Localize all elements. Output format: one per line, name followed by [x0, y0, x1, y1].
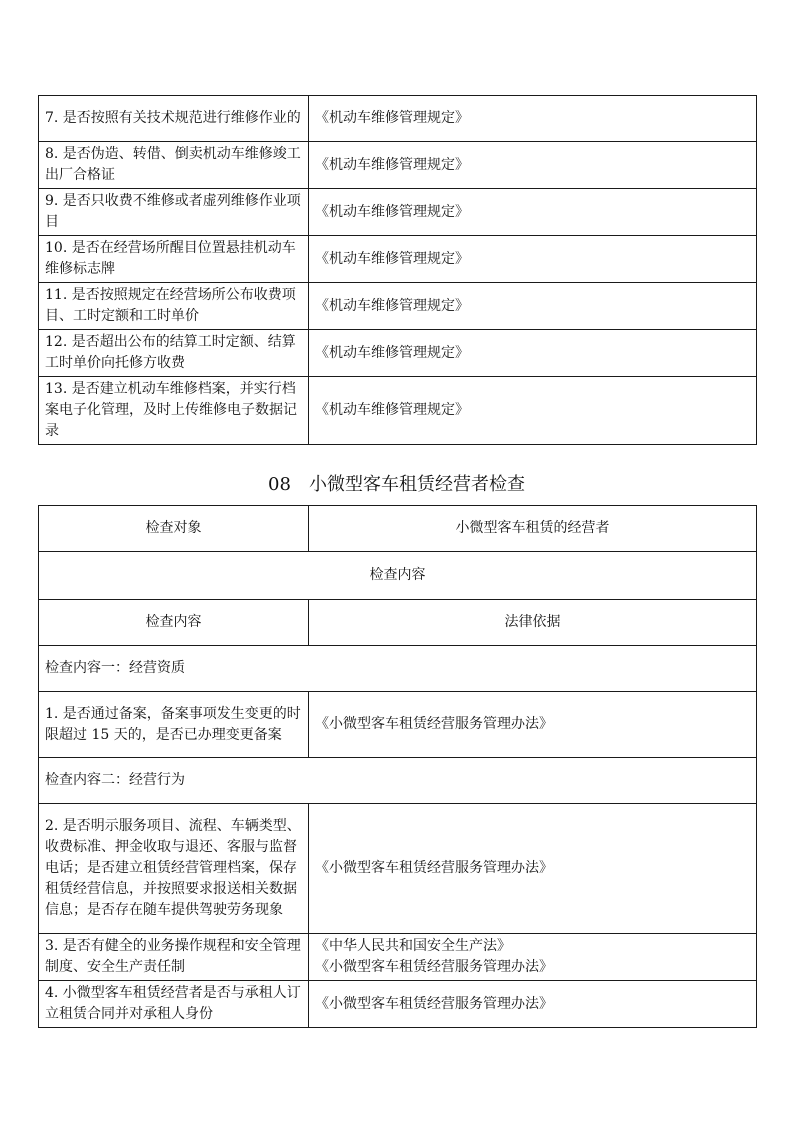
check-item: 2. 是否明示服务项目、流程、车辆类型、收费标准、押金收取与退还、客服与监督电话；是否建立租赁经营管理档案，保存租赁经营信息，并按照要求报送相关数据信息；是否存在随车提供驾驶劳务现象	[39, 804, 309, 934]
table-row	[39, 330, 757, 377]
check-item: 9. 是否只收费不维修或者虚列维修作业项目	[39, 189, 309, 236]
group-row	[39, 646, 757, 692]
legal-basis: 《机动车维修管理规定》	[309, 283, 757, 330]
legal-basis	[309, 934, 757, 981]
check-item: 10. 是否在经营场所醒目位置悬挂机动车维修标志牌	[39, 236, 309, 283]
group-label: 检查内容一：经营资质	[39, 646, 757, 692]
section-number: 08	[268, 474, 291, 495]
legal-basis-line: 《小微型客车租赁经营服务管理办法》	[315, 959, 553, 975]
group-label: 检查内容二：经营行为	[39, 758, 757, 804]
column-header-basis: 法律依据	[309, 600, 757, 646]
check-item: 3. 是否有健全的业务操作规程和安全管理制度、安全生产责任制	[39, 934, 309, 981]
check-item: 11. 是否按照规定在经营场所公布收费项目、工时定额和工时单价	[39, 283, 309, 330]
legal-basis: 《机动车维修管理规定》	[309, 330, 757, 377]
table-row	[39, 804, 757, 934]
legal-basis: 《机动车维修管理规定》	[309, 377, 757, 445]
table-row	[39, 283, 757, 330]
maintenance-inspection-table	[38, 95, 757, 445]
content-header-row	[39, 552, 757, 600]
table-row	[39, 189, 757, 236]
section-title-text: 小微型客车租赁经营者检查	[308, 474, 525, 495]
legal-basis: 《小微型客车租赁经营服务管理办法》	[309, 981, 757, 1028]
check-item: 8. 是否伪造、转借、倒卖机动车维修竣工出厂合格证	[39, 142, 309, 189]
table-row	[39, 934, 757, 981]
column-header-content: 检查内容	[39, 600, 309, 646]
inspection-object-row	[39, 506, 757, 552]
check-item: 12. 是否超出公布的结算工时定额、结算工时单价向托修方收费	[39, 330, 309, 377]
column-header-row	[39, 600, 757, 646]
legal-basis: 《机动车维修管理规定》	[309, 96, 757, 142]
table-row	[39, 236, 757, 283]
check-item: 1. 是否通过备案，备案事项发生变更的时限超过 15 天的，是否已办理变更备案	[39, 692, 309, 758]
table-row	[39, 692, 757, 758]
section-title	[0, 472, 793, 498]
content-header: 检查内容	[39, 552, 757, 600]
legal-basis: 《机动车维修管理规定》	[309, 142, 757, 189]
table-row	[39, 377, 757, 445]
check-item: 13. 是否建立机动车维修档案，并实行档案电子化管理，及时上传维修电子数据记录	[39, 377, 309, 445]
legal-basis: 《小微型客车租赁经营服务管理办法》	[309, 692, 757, 758]
legal-basis: 《机动车维修管理规定》	[309, 236, 757, 283]
check-item: 4. 小微型客车租赁经营者是否与承租人订立租赁合同并对承租人身份	[39, 981, 309, 1028]
car-rental-inspection-table	[38, 505, 757, 1028]
legal-basis-line: 《中华人民共和国安全生产法》	[315, 938, 511, 954]
table-row	[39, 96, 757, 142]
inspection-object-value: 小微型客车租赁的经营者	[309, 506, 757, 552]
legal-basis: 《小微型客车租赁经营服务管理办法》	[309, 804, 757, 934]
legal-basis: 《机动车维修管理规定》	[309, 189, 757, 236]
table-row	[39, 142, 757, 189]
check-item: 7. 是否按照有关技术规范进行维修作业的	[39, 96, 309, 142]
table-row	[39, 981, 757, 1028]
group-row	[39, 758, 757, 804]
inspection-object-label: 检查对象	[39, 506, 309, 552]
